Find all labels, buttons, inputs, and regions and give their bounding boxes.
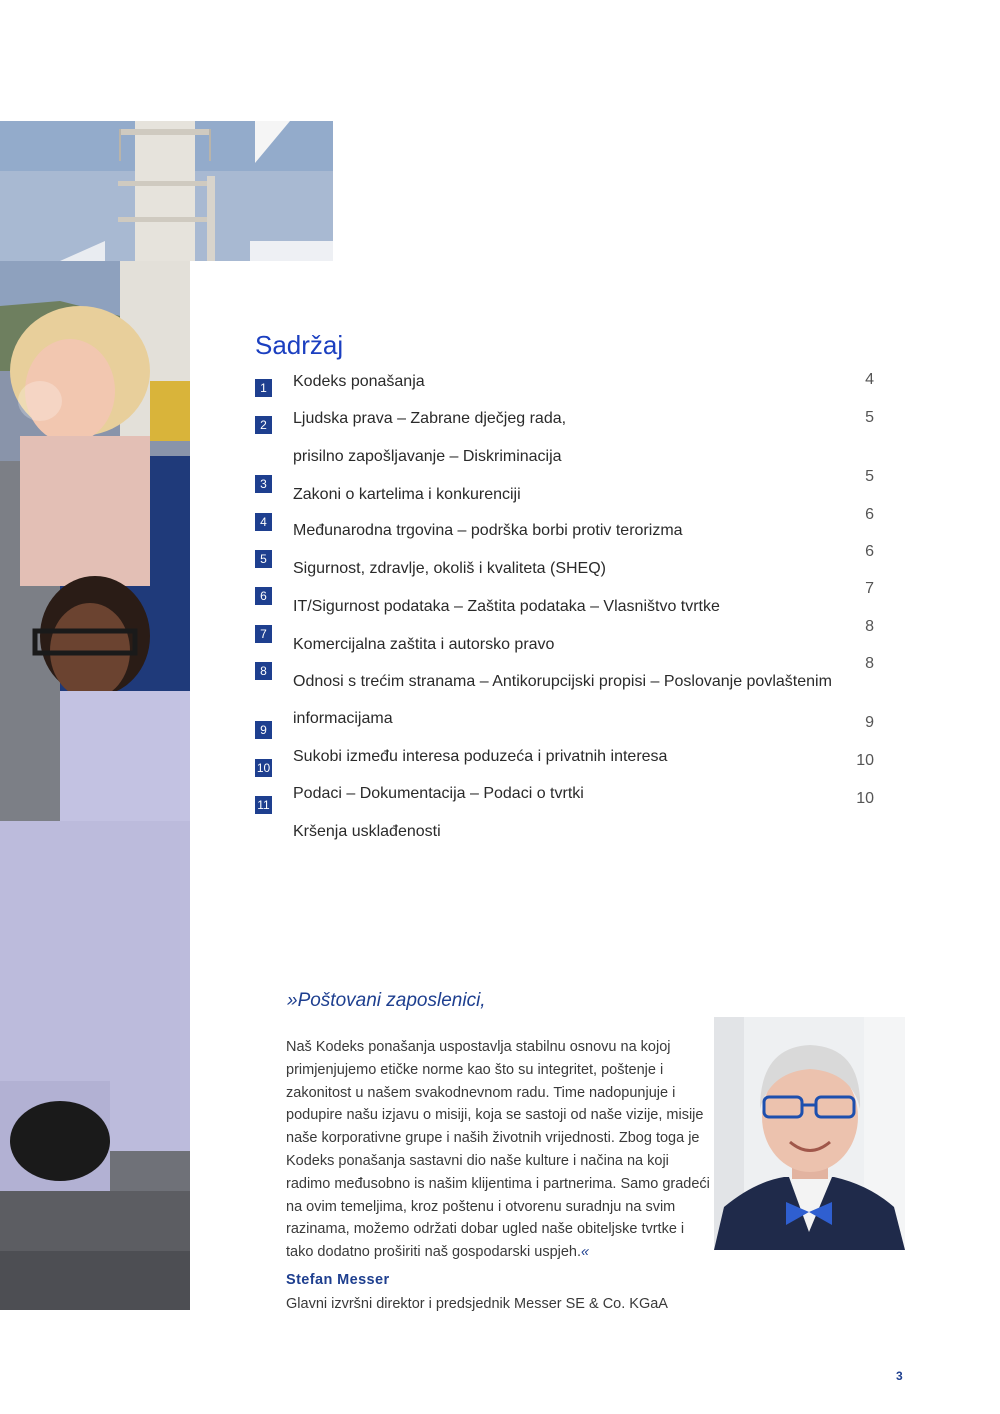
toc-number-badge: 4: [255, 513, 272, 531]
toc-entry-link[interactable]: Odnosi s trećim stranama – Antikorupcijski propisi – Poslovanje povlaštenim: [293, 673, 832, 690]
toc-number-badge: 6: [255, 587, 272, 605]
toc-page-number: 6: [865, 506, 874, 523]
toc-number-badge: 10: [256, 761, 271, 775]
letter-body: [286, 1036, 714, 1264]
toc-title: Sadržaj: [255, 330, 344, 360]
toc-page-number: 9: [865, 714, 874, 731]
toc-entry-link[interactable]: informacijama: [293, 710, 393, 727]
toc-number-badge: 3: [255, 475, 272, 493]
toc-number-badge: 9: [255, 721, 272, 739]
toc-page-number: 10: [856, 752, 874, 769]
toc-number-badge: 11: [255, 796, 272, 814]
toc-page-number: 8: [865, 618, 874, 635]
toc-entry-link[interactable]: IT/Sigurnost podataka – Zaštita podataka – Vlasništvo tvrtke: [293, 598, 720, 615]
toc-entry-link[interactable]: Međunarodna trgovina – podrška borbi protiv terorizma: [293, 522, 683, 539]
toc-number-badge: 8: [255, 662, 272, 680]
toc-entry-link[interactable]: Zakoni o kartelima i konkurenciji: [293, 486, 521, 503]
toc-page-number: 5: [865, 468, 874, 485]
toc-entry-link[interactable]: Komercijalna zaštita i autorsko pravo: [293, 636, 555, 653]
toc-number-badge: 2: [255, 416, 272, 434]
toc-page-number: 6: [865, 543, 874, 560]
toc-entry-link[interactable]: Sigurnost, zdravlje, okoliš i kvaliteta (SHEQ): [293, 560, 606, 577]
signer-name: Stefan Messer: [286, 1272, 390, 1288]
toc-number-badge: 1: [255, 379, 272, 397]
toc-entry-link[interactable]: Kršenja usklađenosti: [293, 823, 441, 840]
toc-page-number: 8: [865, 655, 874, 672]
letter-greeting: »Poštovani zaposlenici,: [287, 990, 486, 1011]
toc-page-number: 4: [865, 371, 874, 388]
toc-number-badge: 5: [255, 550, 272, 568]
header-photo-tower: [0, 121, 333, 261]
closing-quote-mark: «: [581, 1244, 590, 1261]
toc-page-number: 10: [856, 790, 874, 807]
toc-entry-link[interactable]: prisilno zapošljavanje – Diskriminacija: [293, 448, 562, 465]
toc-number-badge: 7: [255, 625, 272, 643]
ceo-portrait: [714, 1017, 905, 1250]
toc-page-number: 5: [865, 409, 874, 426]
toc-entry-link[interactable]: Sukobi između interesa poduzeća i privatnih interesa: [293, 748, 668, 765]
toc-entry-link[interactable]: Podaci – Dokumentacija – Podaci o tvrtki: [293, 785, 584, 802]
people-photo: [0, 261, 190, 1310]
toc-entry-link[interactable]: Kodeks ponašanja: [293, 373, 425, 390]
letter-body-text: Naš Kodeks ponašanja uspostavlja stabilnu osnovu na kojoj primjenjujemo etičke norme kao što su integritet, poštenje i zakonitost u našem svakodnevnom radu. Time nadopunjuje i podupire našu izjavu o misiji, koja se sastoji od naše vizije, misije naše korporativne grupe i naših životnih vrijednosti. Zbog toga je Kodeks ponašanja sastavni dio naše kulture i načina na koji radimo međusobno is našim klijentima i partnerima. Samo gradeći na ovim temeljima, kroz poštenu i otvorenu suradnju na svim razinama, možemo održati dobar ugled naše obiteljske tvrtke i tako dodatno proširiti naš gospodarski uspjeh.: [286, 1039, 710, 1261]
signer-role: Glavni izvršni direktor i predsjednik Messer SE & Co. KGaA: [286, 1296, 668, 1312]
toc-page-number: 7: [865, 580, 874, 597]
page-number: 3: [896, 1369, 903, 1383]
toc-entry-link[interactable]: Ljudska prava – Zabrane dječjeg rada,: [293, 410, 567, 427]
